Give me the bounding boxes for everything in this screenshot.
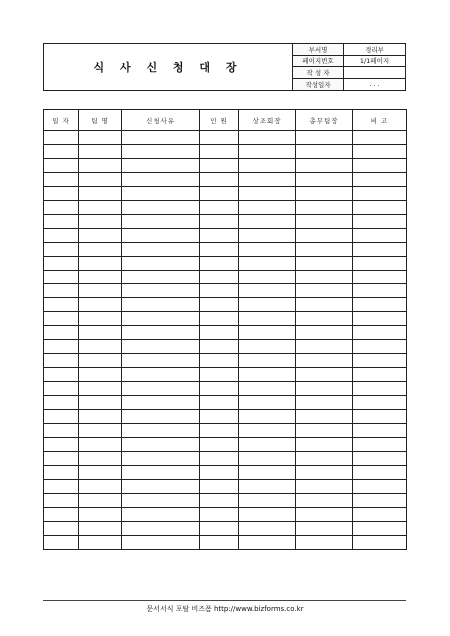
meta-value[interactable]: . . . [369, 80, 380, 89]
table-cell[interactable] [79, 144, 122, 158]
table-cell[interactable] [79, 451, 122, 465]
table-cell[interactable] [296, 424, 353, 438]
table-cell[interactable] [200, 158, 239, 172]
table-cell[interactable] [296, 298, 353, 312]
table-cell[interactable] [44, 424, 79, 438]
table-cell[interactable] [239, 144, 296, 158]
table-cell[interactable] [239, 354, 296, 368]
meta-value[interactable]: 1/1페이지 [359, 57, 390, 66]
table-cell[interactable] [122, 326, 200, 340]
table-cell[interactable] [79, 396, 122, 410]
table-cell[interactable] [239, 479, 296, 493]
table-cell[interactable] [79, 256, 122, 270]
table-cell[interactable] [79, 172, 122, 186]
table-cell[interactable] [239, 340, 296, 354]
table-cell[interactable] [353, 493, 407, 507]
table-cell[interactable] [122, 493, 200, 507]
table-cell[interactable] [79, 535, 122, 549]
table-cell[interactable] [79, 340, 122, 354]
table-cell[interactable] [353, 507, 407, 521]
table-cell[interactable] [44, 354, 79, 368]
table-cell[interactable] [44, 158, 79, 172]
table-row [44, 451, 407, 465]
table-cell[interactable] [239, 535, 296, 549]
table-row [44, 172, 407, 186]
table-cell[interactable] [44, 312, 79, 326]
table-cell[interactable] [79, 382, 122, 396]
table-cell[interactable] [79, 298, 122, 312]
table-row [44, 354, 407, 368]
table-cell[interactable] [200, 270, 239, 284]
table-row [44, 368, 407, 382]
table-cell[interactable] [122, 242, 200, 256]
table-cell[interactable] [44, 382, 79, 396]
table-cell[interactable] [296, 354, 353, 368]
table-row [44, 437, 407, 451]
footer-text: 문서서식 포탈 비즈폼 http://www.bizforms.co.kr [146, 605, 304, 613]
table-cell[interactable] [296, 186, 353, 200]
table-cell[interactable] [353, 396, 407, 410]
table-cell[interactable] [239, 368, 296, 382]
table-cell[interactable] [79, 493, 122, 507]
meta-row-date [293, 79, 405, 91]
table-cell[interactable] [122, 131, 200, 145]
table-cell[interactable] [122, 340, 200, 354]
table-cell[interactable] [239, 410, 296, 424]
table-cell[interactable] [200, 535, 239, 549]
table-row [44, 535, 407, 549]
table-cell[interactable] [296, 200, 353, 214]
table-cell[interactable] [200, 200, 239, 214]
table-cell[interactable] [122, 465, 200, 479]
table-cell[interactable] [353, 451, 407, 465]
table-cell[interactable] [79, 284, 122, 298]
document-header [43, 43, 406, 91]
table-cell[interactable] [239, 382, 296, 396]
table-cell[interactable] [296, 382, 353, 396]
table-cell[interactable] [200, 298, 239, 312]
table-cell[interactable] [122, 200, 200, 214]
table-cell[interactable] [296, 521, 353, 535]
table-cell[interactable] [353, 242, 407, 256]
table-cell[interactable] [296, 228, 353, 242]
table-cell[interactable] [296, 507, 353, 521]
table-cell[interactable] [79, 131, 122, 145]
table-row [44, 298, 407, 312]
table-cell[interactable] [79, 214, 122, 228]
table-cell[interactable] [200, 382, 239, 396]
table-header-row [44, 110, 407, 131]
table-row [44, 214, 407, 228]
table-cell[interactable] [44, 284, 79, 298]
table-cell[interactable] [122, 186, 200, 200]
table-cell[interactable] [200, 312, 239, 326]
table-cell[interactable] [353, 131, 407, 145]
meta-row-department [293, 44, 405, 56]
table-body [44, 131, 407, 550]
column-header-remarks: 비 고 [353, 110, 407, 131]
table-cell[interactable] [200, 479, 239, 493]
table-cell[interactable] [353, 368, 407, 382]
table-cell[interactable] [239, 200, 296, 214]
table-cell[interactable] [353, 465, 407, 479]
table-cell[interactable] [200, 228, 239, 242]
column-header-date: 일 자 [44, 110, 79, 131]
table-cell[interactable] [122, 507, 200, 521]
table-row [44, 144, 407, 158]
table-cell[interactable] [296, 493, 353, 507]
table-cell[interactable] [239, 284, 296, 298]
table-cell[interactable] [200, 396, 239, 410]
table-cell[interactable] [239, 437, 296, 451]
table-row [44, 270, 407, 284]
table-cell[interactable] [239, 451, 296, 465]
table-cell[interactable] [122, 270, 200, 284]
table-row [44, 131, 407, 145]
table-cell[interactable] [122, 368, 200, 382]
table-cell[interactable] [353, 354, 407, 368]
table-cell[interactable] [122, 354, 200, 368]
table-cell[interactable] [44, 340, 79, 354]
table-cell[interactable] [44, 493, 79, 507]
table-cell[interactable] [44, 270, 79, 284]
table-cell[interactable] [239, 242, 296, 256]
table-cell[interactable] [353, 521, 407, 535]
table-row [44, 340, 407, 354]
table-cell[interactable] [353, 382, 407, 396]
column-header-headcount: 인 원 [200, 110, 239, 131]
table-cell[interactable] [44, 186, 79, 200]
table-cell[interactable] [44, 144, 79, 158]
table-row [44, 158, 407, 172]
meta-row-author [293, 67, 405, 79]
table-row [44, 424, 407, 438]
table-cell[interactable] [296, 465, 353, 479]
column-header-reason: 신청사유 [122, 110, 200, 131]
table-cell[interactable] [122, 158, 200, 172]
table-row [44, 186, 407, 200]
table-cell[interactable] [239, 424, 296, 438]
meta-label: 작성일자 [293, 79, 344, 91]
table-cell[interactable] [239, 312, 296, 326]
table-cell[interactable] [200, 326, 239, 340]
table-cell[interactable] [239, 298, 296, 312]
table-cell[interactable] [122, 479, 200, 493]
table-cell[interactable] [44, 521, 79, 535]
table-cell[interactable] [122, 437, 200, 451]
table-cell[interactable] [200, 256, 239, 270]
table-cell[interactable] [239, 326, 296, 340]
table-cell[interactable] [122, 410, 200, 424]
meta-row-page-number [293, 56, 405, 68]
table-cell[interactable] [122, 451, 200, 465]
table-cell[interactable] [353, 340, 407, 354]
table-row [44, 507, 407, 521]
table-cell[interactable] [44, 228, 79, 242]
table-cell[interactable] [296, 396, 353, 410]
table-cell[interactable] [200, 242, 239, 256]
table-cell[interactable] [239, 186, 296, 200]
table-cell[interactable] [239, 228, 296, 242]
table-cell[interactable] [122, 228, 200, 242]
table-cell[interactable] [44, 200, 79, 214]
table-cell[interactable] [79, 521, 122, 535]
table-cell[interactable] [353, 479, 407, 493]
meta-value[interactable]: 경리부 [365, 45, 384, 54]
table-row [44, 200, 407, 214]
table-cell[interactable] [239, 158, 296, 172]
table-cell[interactable] [353, 186, 407, 200]
table-cell[interactable] [44, 256, 79, 270]
table-cell[interactable] [44, 214, 79, 228]
meta-label: 부서명 [293, 44, 344, 55]
table-cell[interactable] [200, 284, 239, 298]
table-cell[interactable] [296, 535, 353, 549]
table-cell[interactable] [239, 465, 296, 479]
table-cell[interactable] [200, 354, 239, 368]
table-cell[interactable] [200, 340, 239, 354]
table-cell[interactable] [200, 451, 239, 465]
table-cell[interactable] [44, 131, 79, 145]
approval-info-box [292, 44, 405, 90]
table-cell[interactable] [79, 424, 122, 438]
table-row [44, 284, 407, 298]
table-cell[interactable] [79, 507, 122, 521]
table-cell[interactable] [200, 214, 239, 228]
table-cell[interactable] [79, 437, 122, 451]
table-cell[interactable] [79, 312, 122, 326]
column-header-team: 팀 명 [79, 110, 122, 131]
table-row [44, 382, 407, 396]
table-cell[interactable] [353, 256, 407, 270]
table-cell[interactable] [353, 284, 407, 298]
column-header-association-head: 상조회장 [239, 110, 296, 131]
table-row [44, 312, 407, 326]
table-cell[interactable] [353, 270, 407, 284]
table-cell[interactable] [44, 396, 79, 410]
table-row [44, 256, 407, 270]
table-cell[interactable] [296, 410, 353, 424]
table-cell[interactable] [200, 368, 239, 382]
table-cell[interactable] [353, 144, 407, 158]
table-cell[interactable] [239, 172, 296, 186]
table-row [44, 493, 407, 507]
table-cell[interactable] [200, 186, 239, 200]
table-cell[interactable] [353, 298, 407, 312]
meta-label: 페이지번호 [293, 56, 344, 67]
table-cell[interactable] [239, 396, 296, 410]
table-cell[interactable] [79, 410, 122, 424]
table-cell[interactable] [122, 424, 200, 438]
meta-value[interactable] [344, 67, 405, 78]
table-cell[interactable] [122, 312, 200, 326]
table-cell[interactable] [122, 521, 200, 535]
table-cell[interactable] [44, 242, 79, 256]
table-cell[interactable] [296, 270, 353, 284]
table-cell[interactable] [122, 172, 200, 186]
table-cell[interactable] [200, 465, 239, 479]
table-cell[interactable] [296, 451, 353, 465]
table-cell[interactable] [296, 214, 353, 228]
table-cell[interactable] [200, 521, 239, 535]
table-row [44, 410, 407, 424]
table-cell[interactable] [122, 298, 200, 312]
table-cell[interactable] [79, 479, 122, 493]
table-cell[interactable] [122, 256, 200, 270]
table-cell[interactable] [239, 270, 296, 284]
table-cell[interactable] [44, 465, 79, 479]
table-cell[interactable] [353, 424, 407, 438]
table-cell[interactable] [353, 172, 407, 186]
table-cell[interactable] [44, 451, 79, 465]
table-cell[interactable] [239, 521, 296, 535]
table-cell[interactable] [44, 368, 79, 382]
table-cell[interactable] [200, 493, 239, 507]
column-header-admin-manager: 총무팀장 [296, 110, 353, 131]
table-cell[interactable] [79, 465, 122, 479]
table-cell[interactable] [79, 354, 122, 368]
table-cell[interactable] [296, 131, 353, 145]
table-cell[interactable] [296, 437, 353, 451]
table-cell[interactable] [122, 284, 200, 298]
table-cell[interactable] [200, 410, 239, 424]
table-cell[interactable] [79, 270, 122, 284]
table-cell[interactable] [44, 437, 79, 451]
table-cell[interactable] [79, 228, 122, 242]
table-cell[interactable] [296, 144, 353, 158]
table-cell[interactable] [79, 186, 122, 200]
table-cell[interactable] [200, 144, 239, 158]
table-cell[interactable] [79, 326, 122, 340]
meta-label: 작 성 자 [293, 67, 344, 78]
table-cell[interactable] [296, 158, 353, 172]
table-cell[interactable] [122, 396, 200, 410]
table-cell[interactable] [122, 535, 200, 549]
table-cell[interactable] [44, 410, 79, 424]
table-cell[interactable] [200, 437, 239, 451]
table-cell[interactable] [200, 131, 239, 145]
table-row [44, 521, 407, 535]
table-cell[interactable] [122, 144, 200, 158]
table-cell[interactable] [353, 312, 407, 326]
table-cell[interactable] [353, 228, 407, 242]
table-cell[interactable] [353, 535, 407, 549]
table-row [44, 228, 407, 242]
table-cell[interactable] [353, 214, 407, 228]
table-cell[interactable] [296, 312, 353, 326]
document-title: 식 사 신 청 대 장 [93, 61, 243, 74]
table-cell[interactable] [79, 368, 122, 382]
footer-divider [43, 600, 406, 601]
table-cell[interactable] [44, 535, 79, 549]
table-cell[interactable] [44, 507, 79, 521]
table-cell[interactable] [239, 256, 296, 270]
table-cell[interactable] [239, 214, 296, 228]
table-row [44, 242, 407, 256]
table-cell[interactable] [296, 340, 353, 354]
table-cell[interactable] [296, 479, 353, 493]
table-cell[interactable] [239, 131, 296, 145]
table-cell[interactable] [44, 479, 79, 493]
table-cell[interactable] [44, 326, 79, 340]
table-cell[interactable] [296, 368, 353, 382]
table-cell[interactable] [44, 172, 79, 186]
table-row [44, 465, 407, 479]
table-cell[interactable] [353, 437, 407, 451]
table-cell[interactable] [353, 410, 407, 424]
table-cell[interactable] [239, 493, 296, 507]
table-cell[interactable] [353, 200, 407, 214]
meal-request-table [43, 109, 407, 550]
table-cell[interactable] [122, 382, 200, 396]
table-cell[interactable] [296, 284, 353, 298]
table-cell[interactable] [79, 242, 122, 256]
table-cell[interactable] [296, 172, 353, 186]
table-cell[interactable] [353, 158, 407, 172]
table-cell[interactable] [122, 214, 200, 228]
table-cell[interactable] [296, 326, 353, 340]
table-cell[interactable] [200, 507, 239, 521]
table-row [44, 479, 407, 493]
table-cell[interactable] [296, 256, 353, 270]
table-cell[interactable] [79, 200, 122, 214]
table-row [44, 326, 407, 340]
table-row [44, 396, 407, 410]
table-cell[interactable] [239, 507, 296, 521]
table-cell[interactable] [44, 298, 79, 312]
table-cell[interactable] [200, 424, 239, 438]
table-cell[interactable] [353, 326, 407, 340]
table-cell[interactable] [200, 172, 239, 186]
table-cell[interactable] [296, 242, 353, 256]
table-cell[interactable] [79, 158, 122, 172]
